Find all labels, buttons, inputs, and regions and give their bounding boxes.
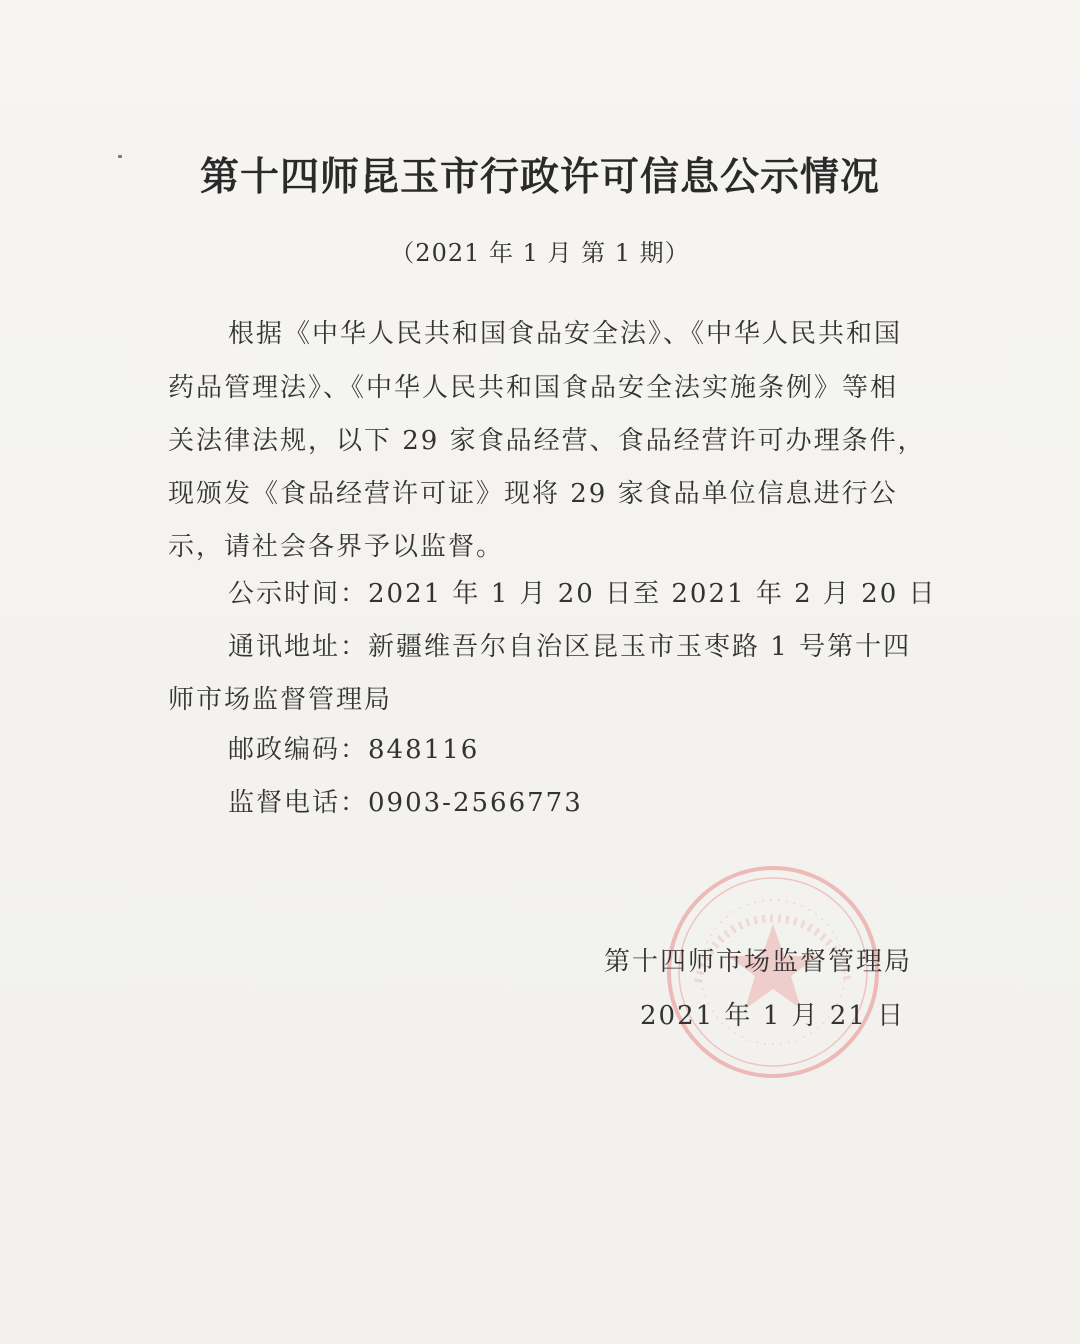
address-line: 通讯地址：新疆维吾尔自治区昆玉市玉枣路 1 号第十四 xyxy=(228,632,912,662)
document-subtitle: （2021 年 1 月 第 1 期） xyxy=(390,239,690,267)
postal-code: 邮政编码：848116 xyxy=(228,735,480,765)
body-line: 现颁发《食品经营许可证》现将 29 家食品单位信息进行公 xyxy=(168,479,898,509)
address-line-continued: 师市场监督管理局 xyxy=(168,685,393,715)
document-title: 第十四师昆玉市行政许可信息公示情况 xyxy=(199,154,880,200)
signature-organization: 第十四师市场监督管理局 xyxy=(604,947,913,977)
publicity-period: 公示时间：2021 年 1 月 20 日至 2021 年 2 月 20 日 xyxy=(228,579,937,609)
signature-date: 2021 年 1 月 21 日 xyxy=(640,1001,906,1031)
body-line: 药品管理法》、《中华人民共和国食品安全法实施条例》等相 xyxy=(168,373,899,403)
body-line: 关法律法规，以下 29 家食品经营、食品经营许可办理条件， xyxy=(168,426,926,456)
body-line: 根据《中华人民共和国食品安全法》、《中华人民共和国 xyxy=(228,319,903,349)
body-line: 示，请社会各界予以监督。 xyxy=(168,532,505,562)
supervision-phone: 监督电话：0903-2566773 xyxy=(228,788,583,818)
